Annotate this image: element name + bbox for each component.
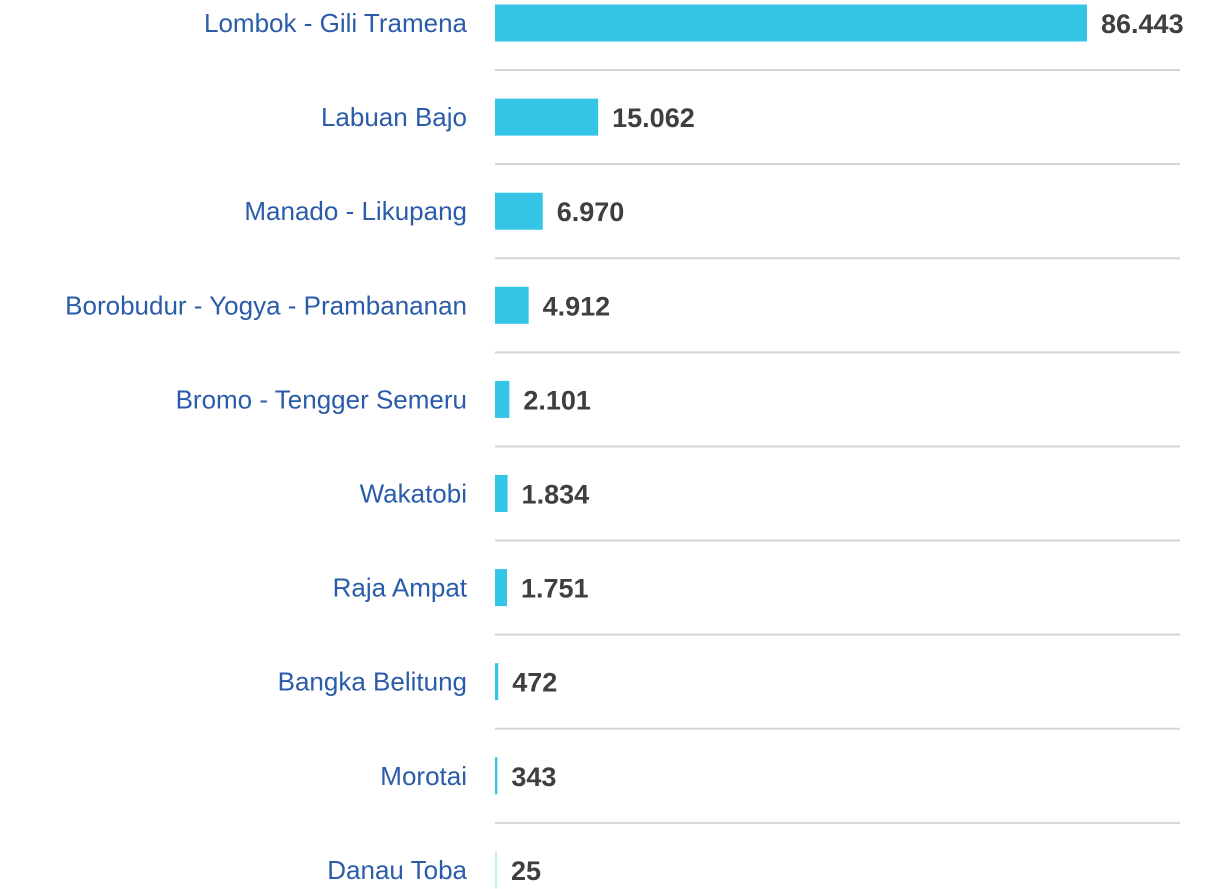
category-label: Borobudur - Yogya - Prambananan bbox=[65, 290, 467, 321]
category-label: Raja Ampat bbox=[332, 572, 467, 603]
category-label: Morotai bbox=[380, 760, 467, 791]
bar bbox=[495, 287, 529, 324]
bar bbox=[495, 99, 598, 136]
bar bbox=[495, 663, 498, 700]
value-label: 25 bbox=[511, 855, 542, 886]
value-label: 86.443 bbox=[1101, 9, 1184, 39]
bar bbox=[495, 381, 509, 418]
value-label: 1.751 bbox=[520, 573, 589, 604]
bar bbox=[495, 757, 497, 794]
category-label: Danau Toba bbox=[327, 854, 467, 885]
category-label: Wakatobi bbox=[359, 478, 467, 509]
value-label: 4.912 bbox=[542, 291, 611, 322]
value-label: 1.834 bbox=[521, 479, 590, 510]
value-label: 15.062 bbox=[612, 103, 695, 134]
value-label: 343 bbox=[511, 761, 557, 792]
bar bbox=[495, 851, 497, 888]
bar bbox=[495, 193, 543, 230]
category-label: Manado - Likupang bbox=[244, 196, 467, 227]
value-label: 2.101 bbox=[523, 385, 591, 416]
bar bbox=[495, 5, 1087, 42]
category-label: Bangka Belitung bbox=[277, 666, 467, 697]
bar bbox=[495, 475, 508, 512]
bar bbox=[495, 569, 507, 606]
category-label: Lombok - Gili Tramena bbox=[204, 8, 467, 38]
category-label: Labuan Bajo bbox=[320, 102, 467, 133]
category-label: Bromo - Tengger Semeru bbox=[175, 384, 467, 415]
value-label: 6.970 bbox=[556, 197, 625, 228]
value-label: 472 bbox=[512, 667, 558, 698]
